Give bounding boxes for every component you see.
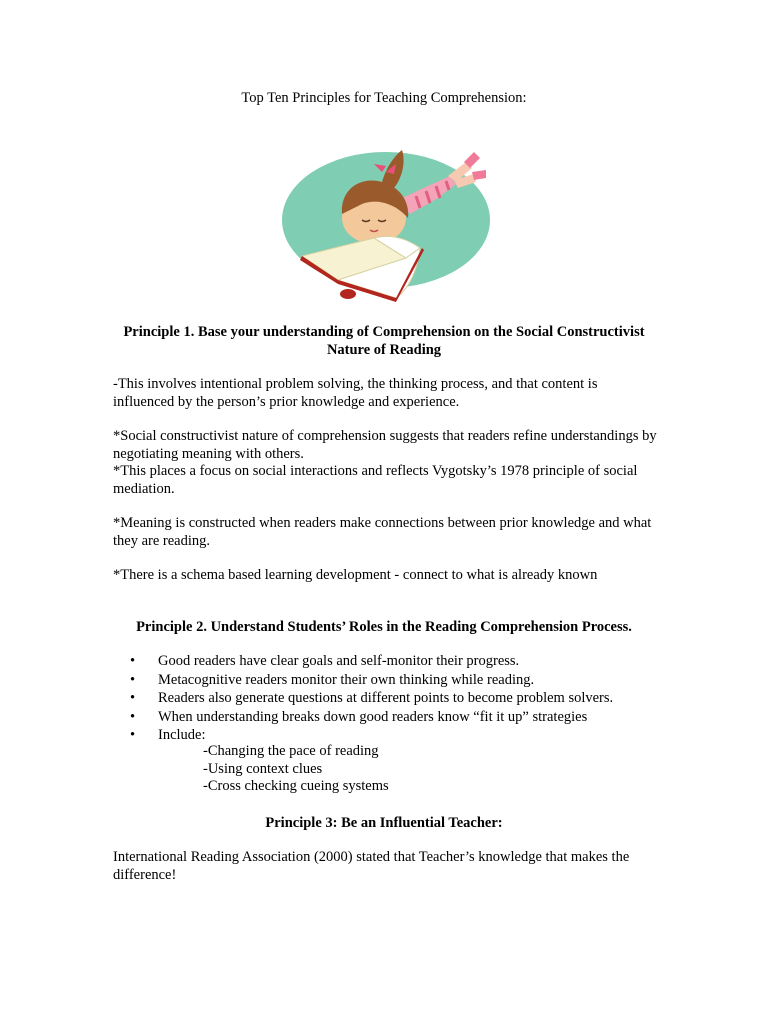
principle2-bullet-list xyxy=(130,652,613,745)
principle3-paragraph: International Reading Association (2000) stated that Teacher’s knowledge that makes the difference! xyxy=(113,849,630,883)
principle1-heading xyxy=(0,323,768,359)
sub-list-item: -Using context clues xyxy=(203,760,323,777)
list-item: • Good readers have clear goals and self-monitor their progress. xyxy=(130,652,613,671)
principle1-paragraph-5: *There is a schema based learning development - connect to what is already known xyxy=(113,567,598,583)
girl-reading-book-icon xyxy=(278,138,490,308)
list-item: • Readers also generate questions at different points to become problem solvers. xyxy=(130,689,613,708)
sub-list-item: -Cross checking cueing systems xyxy=(203,778,389,794)
principle1-heading-line1: Principle 1. Base your understanding of Comprehension on the Social Constructivist xyxy=(123,324,645,340)
principle1-paragraph-4: *Meaning is constructed when readers make connections between prior knowledge and what they are reading. xyxy=(113,515,652,549)
principle1-paragraph-2: *Social constructivist nature of comprehension suggests that readers refine understandings by negotiating meaning with others. xyxy=(113,428,657,462)
principle2-sub-list xyxy=(203,743,389,796)
list-item: • When understanding breaks down good readers know “fit it up” strategies xyxy=(130,708,613,727)
principle1-paragraph-3: *This places a focus on social interactions and reflects Vygotsky’s 1978 principle of social mediation. xyxy=(113,463,638,497)
principle1-paragraph-1: -This involves intentional problem solving, the thinking process, and that content is influenced by the person’s prior knowledge and experience. xyxy=(113,376,598,410)
principle3-heading: Principle 3: Be an Influential Teacher: xyxy=(265,815,503,831)
list-item: • Metacognitive readers monitor their own thinking while reading. xyxy=(130,671,613,690)
sub-list-item: -Changing the pace of reading xyxy=(203,743,379,759)
document-title: Top Ten Principles for Teaching Comprehension: xyxy=(241,90,527,106)
principle1-heading-line2: Nature of Reading xyxy=(326,342,442,358)
list-item: • Include: xyxy=(130,726,613,745)
principle2-heading: Principle 2. Understand Students’ Roles in the Reading Comprehension Process. xyxy=(136,619,632,635)
